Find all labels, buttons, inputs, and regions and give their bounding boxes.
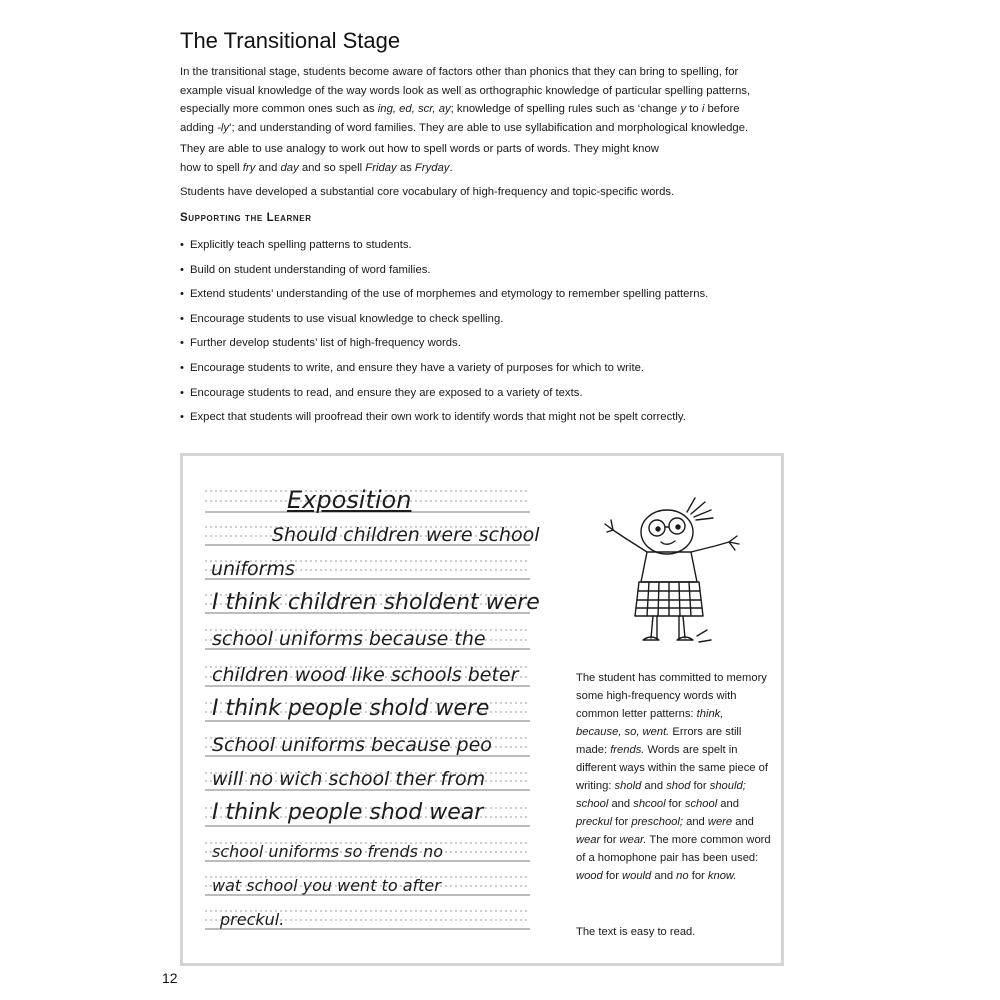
analogy-paragraph: They are able to use analogy to work out how to spell words or parts of words. They might know how to spell fry and day and so spell Friday as Fryday. (180, 143, 659, 174)
handwriting-line: wat school you went to after (212, 876, 441, 895)
bullet-text: Further develop students’ list of high-frequency words. (190, 337, 461, 350)
bullet-text: Explicitly teach spelling patterns to students. (190, 239, 412, 251)
bullet-item (180, 236, 708, 261)
child-cartoon-illustration (595, 490, 745, 650)
support-bullet-list (180, 236, 708, 433)
page-number: 12 (162, 970, 178, 986)
bullet-dot-icon: • (180, 312, 184, 325)
handwriting-line: will no wich school ther from (212, 768, 486, 790)
handwriting-line: school uniforms because the (212, 628, 486, 650)
handwriting-line: Should children were school (272, 524, 540, 546)
bullet-text: Encourage students to use visual knowledge to check spelling. (190, 312, 504, 325)
handwriting-line: I think people shod wear (212, 800, 484, 825)
bullet-text: Encourage students to read, and ensure they are exposed to a variety of texts. (190, 386, 583, 399)
handwriting-line: uniforms (211, 558, 295, 580)
bullet-dot-icon: • (180, 288, 184, 301)
handwriting-line: Exposition (287, 486, 412, 514)
handwriting-line: I think children sholdent were (212, 590, 540, 615)
bullet-text: Extend students’ understanding of the use of morphemes and etymology to remember spelling patterns. (190, 288, 709, 301)
bullet-item (180, 408, 708, 433)
vocabulary-paragraph: Students have developed a substantial core vocabulary of high-frequency and topic-specific words. (180, 186, 675, 198)
handwriting-line: I think people shold were (212, 696, 490, 721)
bullet-text: Expect that students will proofread their own work to identify words that might not be spelt correctly. (190, 411, 686, 424)
bullet-dot-icon: • (180, 263, 184, 276)
writing-sample-caption: The student has committed to memory some high-frequency words with common letter patterns: think, because, so, went. Errors are still made: frends. Words are spelt in different ways within the same piece of writing: shold and shod for should; school and shcool for school and preckul for preschool; and were and wear for wear. The more common word of a homophone pair has been used: wood for would and no for know. (576, 672, 771, 882)
bullet-item (180, 384, 708, 409)
handwriting-line: children wood like schools beter (212, 664, 519, 686)
bullet-item (180, 285, 708, 310)
bullet-text: Encourage students to write, and ensure they have a variety of purposes for which to write. (190, 361, 645, 374)
handwriting-line: school uniforms so frends no (212, 842, 444, 861)
bullet-dot-icon: • (180, 386, 184, 399)
bullet-dot-icon: • (180, 361, 184, 374)
bullet-item (180, 334, 708, 359)
handwriting-line: preckul. (220, 910, 285, 929)
page-title: The Transitional Stage (180, 28, 401, 53)
bullet-dot-icon: • (180, 411, 184, 424)
intro-paragraph: In the transitional stage, students become aware of factors other than phonics that they can bring to spelling, for example visual knowledge of the way words look as well as orthographic knowledge of particular spelling patterns, especially more common ones such as ing, ed, scr, ay; knowledge of spelling rules such as ‘change y to i before adding -ly’; and understanding of word families. They are able to use syllabification and morphological knowledge. (180, 66, 751, 134)
bullet-dot-icon: • (180, 337, 184, 350)
handwriting-line: School uniforms because peo (212, 734, 492, 756)
bullet-item (180, 310, 708, 335)
section-heading-supporting-learner: Supporting the Learner (180, 212, 312, 224)
bullet-item (180, 359, 708, 384)
bullet-item (180, 261, 708, 286)
bullet-text: Build on student understanding of word families. (190, 263, 431, 276)
bullet-dot-icon: • (180, 239, 184, 251)
writing-sample-caption-conclusion: The text is easy to read. (576, 926, 696, 938)
